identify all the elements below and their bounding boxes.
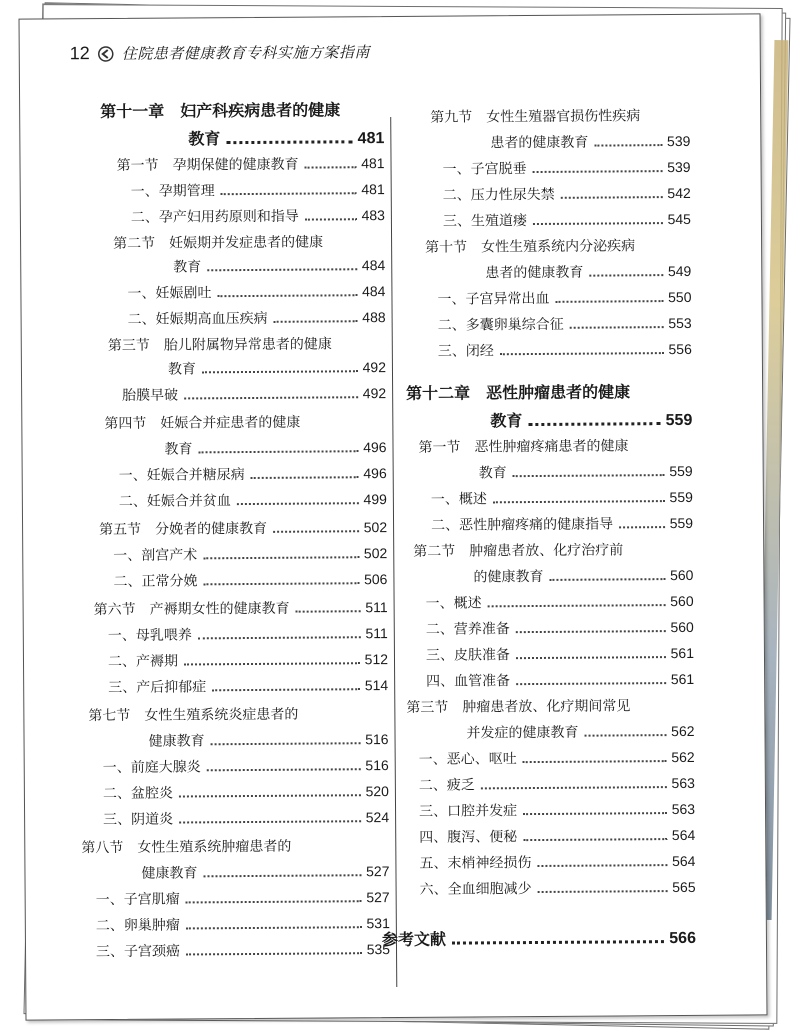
- section-title: 第十节 女性生殖系统内分泌疾病: [425, 238, 636, 256]
- section-title: 第二节 肿瘤患者放、化疗治疗前: [413, 542, 624, 560]
- page-ref: 524: [365, 809, 390, 826]
- page-ref: 514: [364, 677, 389, 694]
- toc-item[interactable]: [438, 313, 692, 335]
- page-ref: 561: [670, 644, 695, 662]
- toc-section-11-3[interactable]: [168, 357, 386, 379]
- item-title: 二、盆腔炎: [102, 785, 173, 803]
- item-title: 二、恶性肿瘤疼痛的健康指导: [431, 516, 614, 534]
- toc-item[interactable]: [442, 157, 690, 179]
- item-title: 三、产后抑郁症: [108, 679, 207, 696]
- page-number: 12: [69, 43, 90, 64]
- toc-section-12-1[interactable]: [479, 461, 693, 482]
- item-title: 一、概述: [425, 595, 482, 612]
- item-title: 一、子宫肌瘤: [95, 891, 180, 909]
- page-ref: 481: [357, 130, 385, 148]
- toc-item[interactable]: [431, 513, 693, 535]
- page-ref: 484: [361, 257, 386, 274]
- book-title: 住院患者健康教育专科实施方案指南: [121, 43, 370, 63]
- toc-item[interactable]: [127, 281, 385, 303]
- item-title: 一、妊娠剧吐: [127, 285, 212, 302]
- page-ref: 535: [366, 941, 391, 958]
- toc-item[interactable]: [128, 307, 386, 329]
- toc-item[interactable]: [420, 877, 696, 899]
- page-ref: 506: [364, 571, 388, 588]
- toc-section-11-10[interactable]: [485, 261, 691, 282]
- page-ref: 520: [365, 783, 389, 800]
- toc-item[interactable]: [419, 799, 695, 821]
- toc-item[interactable]: [108, 649, 388, 671]
- page-ref: 483: [361, 207, 385, 224]
- item-title: 一、子宫异常出血: [437, 290, 550, 308]
- toc-item[interactable]: [426, 591, 694, 613]
- chapter-12-title: 第十二章 恶性肿瘤患者的健康: [406, 382, 631, 403]
- toc-item[interactable]: [419, 747, 695, 769]
- page-ref: 484: [362, 283, 386, 300]
- page-ref: 496: [363, 439, 387, 456]
- page-ref: 542: [667, 184, 691, 202]
- page-ref: 511: [365, 599, 388, 616]
- section-title: 第一节 恶性肿瘤疼痛患者的健康: [418, 438, 629, 456]
- toc-item[interactable]: [426, 643, 694, 665]
- section-title-cont: 的健康教育: [473, 568, 544, 586]
- section-title: 第五节 分娩者的健康教育: [99, 520, 268, 539]
- toc-item[interactable]: [419, 773, 695, 795]
- item-title: 二、多囊卵巢综合征: [437, 316, 564, 334]
- section-title-cont: 健康教育: [141, 865, 198, 882]
- toc-page: [19, 13, 768, 1020]
- item-title: 二、正常分娩: [113, 573, 198, 590]
- toc-item[interactable]: [419, 851, 695, 873]
- page-ref: 516: [365, 757, 389, 774]
- item-title: 二、营养准备: [425, 621, 510, 638]
- page-ref: 539: [667, 158, 691, 176]
- item-title: 四、血管准备: [426, 673, 511, 690]
- item-title: 胎膜早破: [122, 387, 179, 404]
- item-title: 一、妊娠合并糖尿病: [118, 467, 245, 484]
- page-ref: 562: [671, 722, 695, 740]
- item-title: 四、腹泻、便秘: [419, 829, 518, 846]
- toc-item[interactable]: [443, 183, 691, 205]
- section-title: 第八节 女性生殖系统肿瘤患者的: [81, 838, 292, 857]
- toc-section-11-9[interactable]: [490, 131, 690, 152]
- section-title-cont: 教育: [173, 259, 202, 276]
- page-ref: 560: [669, 566, 694, 584]
- item-title: 一、母乳喂养: [107, 627, 192, 644]
- chapter-11-title: 第十一章 妇产科疾病患者的健康: [100, 100, 341, 122]
- page-ref: 563: [671, 800, 696, 818]
- page-ref: 556: [668, 340, 692, 358]
- page-header: [70, 41, 370, 64]
- section-title: 第三节 肿瘤患者放、化疗期间常见: [406, 698, 631, 716]
- toc-section-11-4[interactable]: [164, 437, 386, 459]
- page-ref: 562: [671, 748, 695, 766]
- toc-item[interactable]: [113, 569, 387, 591]
- item-title: 一、子宫脱垂: [442, 161, 527, 178]
- page-ref: 545: [667, 210, 691, 228]
- item-title: 二、卵巢肿瘤: [95, 917, 180, 935]
- item-title: 三、生殖道瘘: [442, 213, 527, 230]
- page-ref: 559: [669, 462, 693, 480]
- toc-item[interactable]: [108, 623, 388, 645]
- item-title: 五、末梢神经损伤: [419, 855, 532, 872]
- section-title: 第四节 妊娠合并症患者的健康: [104, 414, 301, 433]
- section-title: 第六节 产褥期女性的健康教育: [93, 600, 290, 619]
- page-ref: 511: [365, 625, 388, 642]
- chapter-12-entry[interactable]: [490, 407, 692, 431]
- page-ref: 502: [363, 519, 388, 536]
- page-ref: 481: [361, 155, 385, 172]
- chapter-12-title-cont: 教育: [490, 411, 523, 431]
- toc-item[interactable]: [131, 179, 385, 201]
- toc-section-11-1[interactable]: [116, 153, 384, 175]
- page-ref: 560: [670, 618, 694, 636]
- section-title: 第一节 孕期保健的健康教育: [116, 156, 299, 174]
- references-title: 参考文献: [381, 929, 447, 950]
- item-title: 三、闭经: [437, 343, 494, 360]
- item-title: 二、压力性尿失禁: [442, 186, 555, 204]
- page-ref: 561: [670, 670, 695, 688]
- toc-item[interactable]: [131, 205, 385, 227]
- section-title-cont: 健康教育: [148, 733, 205, 750]
- page-ref: 531: [366, 915, 390, 932]
- chapter-11-entry[interactable]: [188, 125, 384, 149]
- toc-section-11-6[interactable]: [94, 597, 388, 619]
- toc-item[interactable]: [108, 675, 388, 697]
- page-ref: 564: [671, 826, 696, 844]
- toc-item[interactable]: [96, 939, 390, 961]
- page-ref: 516: [365, 731, 389, 748]
- item-title: 三、口腔并发症: [419, 803, 518, 820]
- toc-item[interactable]: [122, 383, 386, 405]
- chapter-11-title-cont: 教育: [188, 129, 221, 149]
- toc-item[interactable]: [119, 463, 387, 485]
- toc-item[interactable]: [96, 887, 390, 909]
- toc-section-12-3[interactable]: [466, 721, 694, 743]
- page-ref: 512: [364, 651, 389, 668]
- item-title: 六、全血细胞减少: [419, 881, 532, 898]
- toc-item[interactable]: [431, 487, 693, 509]
- page-ref: 559: [669, 514, 694, 532]
- page-ref: 488: [362, 309, 386, 326]
- page-ref: 492: [362, 359, 387, 376]
- page-ref: 553: [668, 314, 692, 332]
- page-ref: 527: [366, 863, 390, 880]
- toc-item[interactable]: [103, 807, 389, 829]
- item-title: 一、剖宫产术: [113, 547, 198, 564]
- toc-item[interactable]: [426, 617, 694, 639]
- item-title: 二、妊娠合并贫血: [118, 493, 231, 510]
- section-title-cont: 并发症的健康教育: [466, 724, 579, 742]
- section-title-cont: 患者的健康教育: [485, 264, 584, 282]
- page-ref: 563: [671, 774, 695, 792]
- page-ref: 559: [669, 488, 693, 506]
- toc-item[interactable]: [96, 913, 390, 935]
- item-title: 二、产褥期: [107, 653, 179, 670]
- section-title-cont: 患者的健康教育: [490, 134, 589, 152]
- item-title: 一、概述: [430, 491, 487, 508]
- page-ref: 502: [363, 545, 388, 562]
- section-title: 第二节 妊娠期并发症患者的健康: [113, 234, 324, 252]
- item-title: 一、恶心、呕吐: [418, 751, 517, 768]
- toc-item[interactable]: [103, 755, 389, 777]
- section-title: 第九节 女性生殖器官损伤性疾病: [430, 108, 641, 126]
- section-title-cont: 教育: [478, 465, 507, 482]
- section-title-cont: 教育: [164, 441, 193, 458]
- arrow-left-icon: [98, 45, 114, 61]
- page-ref: 559: [665, 411, 693, 430]
- toc-item[interactable]: [426, 669, 694, 691]
- page-ref: 564: [671, 852, 696, 870]
- toc-section-11-2[interactable]: [173, 255, 385, 276]
- page-ref: 492: [362, 385, 387, 402]
- item-title: 二、孕产妇用药原则和指导: [130, 208, 299, 226]
- toc-references[interactable]: [382, 925, 696, 950]
- item-title: 二、疲乏: [418, 777, 475, 794]
- toc-section-11-5[interactable]: [99, 517, 387, 539]
- page-ref: 565: [672, 878, 696, 896]
- toc-item[interactable]: [438, 339, 692, 361]
- page-ref: 496: [363, 465, 387, 482]
- page-ref: 539: [666, 132, 691, 150]
- toc-item[interactable]: [437, 287, 691, 309]
- page-ref: 566: [669, 929, 697, 948]
- page-ref: 550: [668, 288, 692, 306]
- item-title: 三、子宫颈癌: [95, 943, 181, 961]
- toc-item[interactable]: [119, 489, 387, 511]
- toc-item[interactable]: [443, 209, 691, 231]
- page-ref: 527: [366, 889, 390, 906]
- toc-item[interactable]: [103, 781, 389, 803]
- item-title: 三、皮肤准备: [425, 647, 511, 664]
- item-title: 一、孕期管理: [130, 183, 215, 200]
- page-ref: 481: [361, 181, 385, 198]
- item-title: 三、阴道炎: [103, 811, 174, 829]
- page-ref: 549: [667, 262, 692, 280]
- page-ref: 560: [670, 592, 694, 610]
- section-title-cont: 教育: [167, 361, 197, 378]
- toc-section-12-2[interactable]: [473, 565, 693, 587]
- toc-section-11-8[interactable]: [141, 861, 389, 883]
- item-title: 一、前庭大腺炎: [102, 759, 201, 777]
- item-title: 二、妊娠期高血压疾病: [127, 310, 268, 328]
- section-title: 第三节 胎儿附属物异常患者的健康: [107, 336, 332, 354]
- toc-item[interactable]: [419, 825, 695, 847]
- section-title: 第七节 女性生殖系统炎症患者的: [88, 706, 299, 725]
- column-divider: [390, 117, 397, 987]
- toc-section-11-7[interactable]: [148, 729, 388, 751]
- page-ref: 499: [363, 491, 387, 508]
- toc-item[interactable]: [113, 543, 387, 565]
